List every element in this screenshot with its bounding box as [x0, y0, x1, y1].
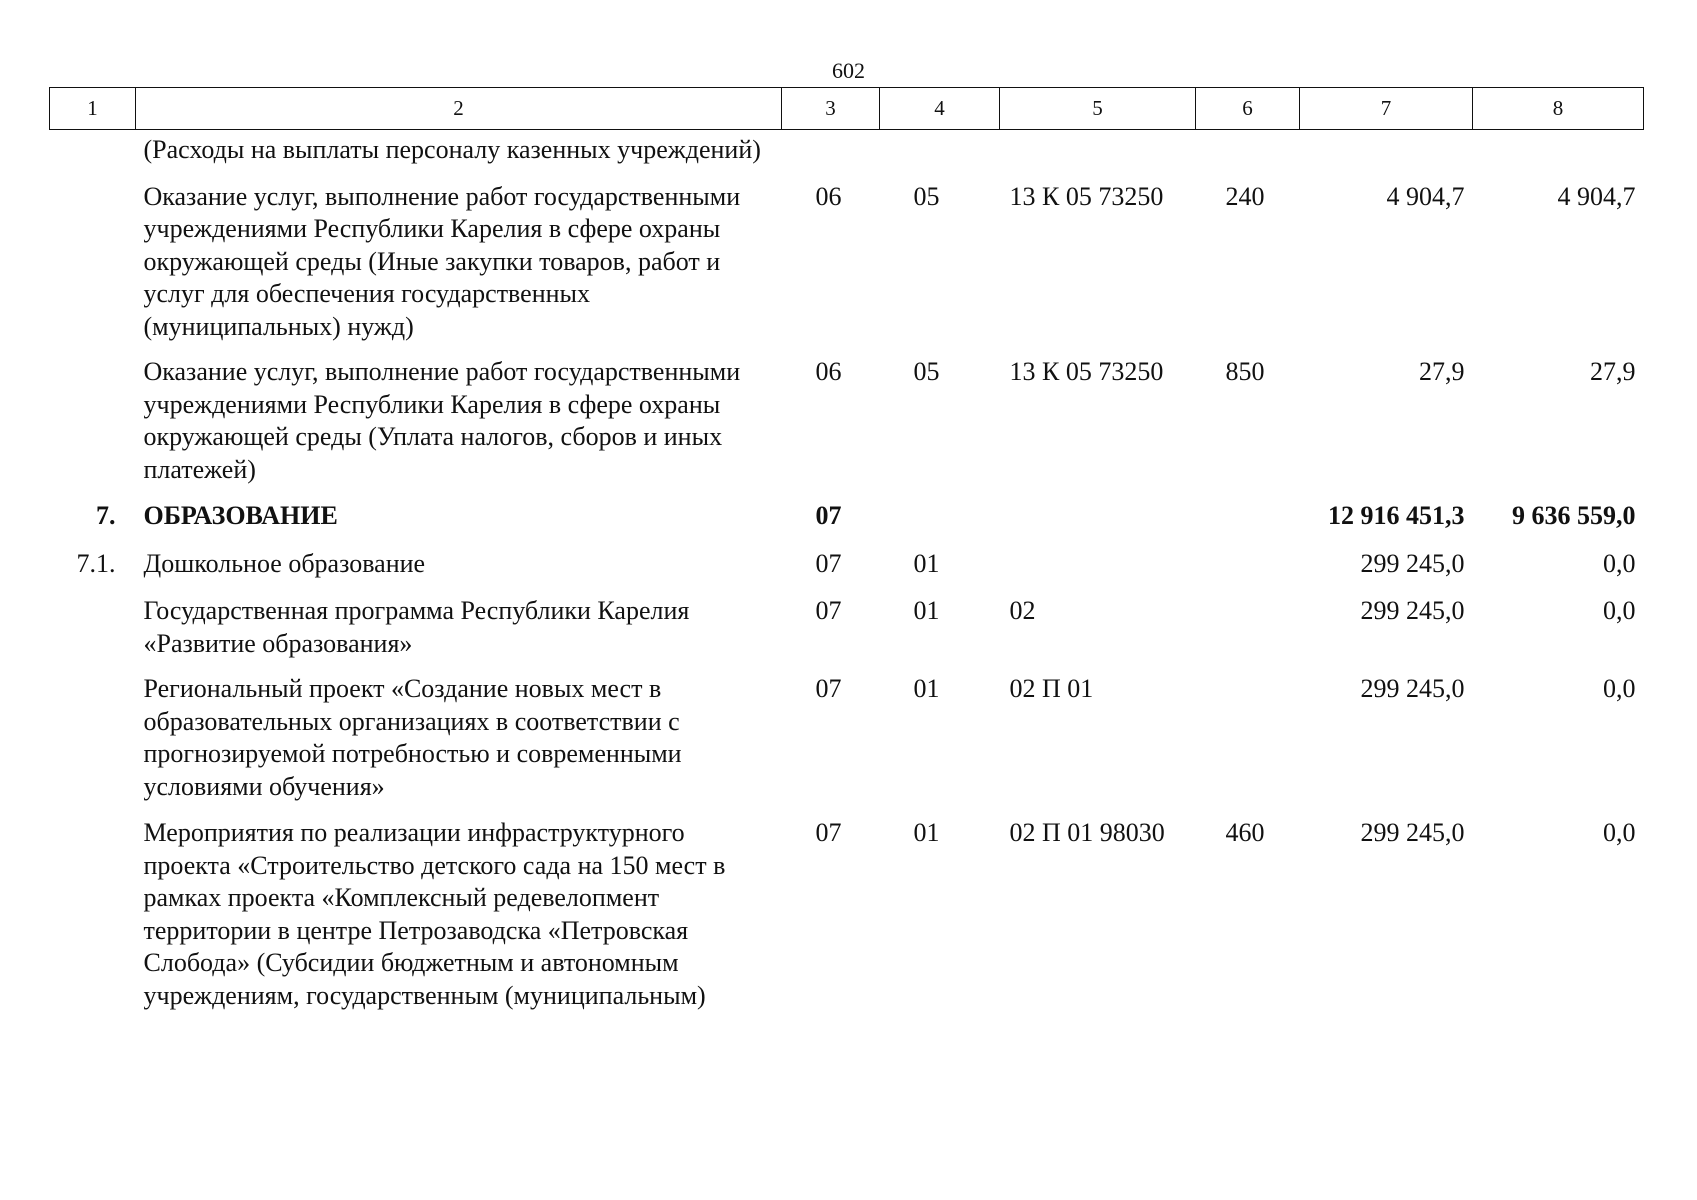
- row-target-code: [1000, 548, 1196, 596]
- row-target-code: 13 К 05 73250: [1009, 357, 1164, 386]
- row-section-code: 07: [815, 548, 842, 578]
- row-subsection-code: 01: [913, 548, 940, 578]
- row-target-code: 02: [1009, 596, 1036, 625]
- row-section-code: 06: [815, 181, 842, 211]
- row-subsection-code: [880, 130, 1000, 181]
- row-target-code: [1000, 130, 1196, 181]
- header-col-7: 7: [1300, 88, 1473, 130]
- row-subsection-code: 05: [913, 181, 940, 211]
- section-name: ОБРАЗОВАНИЕ: [143, 501, 338, 530]
- header-row: [50, 88, 1644, 130]
- row-expense-type-code: 460: [1225, 818, 1265, 847]
- subsection-number: 7.1.: [76, 548, 116, 578]
- row-amount-col8: 27,9: [1590, 357, 1636, 386]
- row-name: Мероприятия по реализации инфраструктурного проекта «Строительство детского сада на 150 мест в рамках проекта «Комплексный редевелопмент территории в центре Петрозаводска «Петровская Слобода» (Субсидии бюджетным и автономным учреждениям, государственным (муниципальным): [143, 818, 726, 1010]
- row-subsection-code: 01: [913, 818, 940, 847]
- page-number: 602: [832, 58, 865, 83]
- row-name: (Расходы на выплаты персоналу казенных учреждений): [143, 135, 761, 164]
- header-col-8: 8: [1473, 88, 1644, 130]
- table-body: [50, 130, 1644, 1013]
- section-row: [50, 500, 1644, 548]
- row-amount-col8: 0,0: [1603, 818, 1636, 847]
- row-section-code: 06: [815, 357, 842, 386]
- table-row: [50, 595, 1644, 673]
- row-amount-col7: [1300, 130, 1473, 181]
- subsection-name: Дошкольное образование: [143, 548, 426, 578]
- row-name: Оказание услуг, выполнение работ государственными учреждениями Республики Карелия в сфере охраны окружающей среды (Уплата налогов, сборов и иных платежей): [143, 357, 741, 484]
- row-section-code: 07: [815, 596, 842, 625]
- row-amount-col8: 4 904,7: [1557, 181, 1636, 211]
- header-col-5: 5: [1000, 88, 1196, 130]
- table-row: [50, 130, 1644, 181]
- row-amount-col8: 0,0: [1603, 674, 1636, 703]
- table-row: [50, 181, 1644, 357]
- row-number: [50, 817, 136, 1012]
- row-expense-type-code: [1196, 595, 1300, 673]
- row-amount-col7: 4 904,7: [1386, 181, 1465, 211]
- row-number: [50, 181, 136, 357]
- table-row: [50, 673, 1644, 817]
- table-header: [50, 88, 1644, 130]
- row-target-code: 13 К 05 73250: [1009, 181, 1164, 211]
- row-name: Оказание услуг, выполнение работ государственными учреждениями Республики Карелия в сфере охраны окружающей среды (Иные закупки товаров, работ и услуг для обеспечения государственных (муниципальных) нужд): [143, 181, 741, 341]
- header-col-6: 6: [1196, 88, 1300, 130]
- row-amount-col7: 299 245,0: [1360, 596, 1465, 625]
- row-subsection-code: [880, 500, 1000, 548]
- row-amount-col7: 299 245,0: [1360, 548, 1465, 578]
- row-section-code: 07: [815, 818, 842, 847]
- row-amount-col8: 0,0: [1603, 548, 1636, 578]
- row-subsection-code: 05: [913, 357, 940, 386]
- row-expense-type-code: 850: [1225, 357, 1265, 386]
- row-target-code: [1000, 500, 1196, 548]
- row-expense-type-code: [1196, 500, 1300, 548]
- row-number: [50, 356, 136, 500]
- row-expense-type-code: [1196, 548, 1300, 596]
- budget-table: [49, 87, 1644, 1012]
- header-col-4: 4: [880, 88, 1000, 130]
- section-number: 7.: [96, 501, 116, 530]
- row-target-code: 02 П 01: [1009, 674, 1094, 703]
- row-amount-col7: 12 916 451,3: [1328, 501, 1465, 530]
- row-section-code: 07: [815, 501, 842, 530]
- row-amount-col7: 299 245,0: [1360, 818, 1465, 847]
- header-col-1: 1: [50, 88, 136, 130]
- row-number: [50, 595, 136, 673]
- row-name: Региональный проект «Создание новых мест в образовательных организациях в соответствии с прогнозируемой потребностью и современными условиями обучения»: [143, 674, 682, 801]
- row-amount-col8: 0,0: [1603, 596, 1636, 625]
- header-col-2: 2: [136, 88, 782, 130]
- table-row: [50, 356, 1644, 500]
- row-amount-col7: 27,9: [1419, 357, 1465, 386]
- row-number: [50, 130, 136, 181]
- row-section-code: 07: [815, 674, 842, 703]
- row-subsection-code: 01: [913, 674, 940, 703]
- row-amount-col8: [1473, 130, 1644, 181]
- subsection-row: [50, 548, 1644, 596]
- row-expense-type-code: 240: [1225, 181, 1265, 211]
- row-name: Государственная программа Республики Карелия «Развитие образования»: [143, 596, 690, 658]
- header-col-3: 3: [782, 88, 880, 130]
- row-expense-type-code: [1196, 673, 1300, 817]
- table-row: [50, 817, 1644, 1012]
- row-number: [50, 673, 136, 817]
- row-subsection-code: 01: [913, 596, 940, 625]
- row-section-code: [782, 130, 880, 181]
- row-expense-type-code: [1196, 130, 1300, 181]
- row-amount-col7: 299 245,0: [1360, 674, 1465, 703]
- row-amount-col8: 9 636 559,0: [1512, 501, 1636, 530]
- row-target-code: 02 П 01 98030: [1009, 818, 1165, 847]
